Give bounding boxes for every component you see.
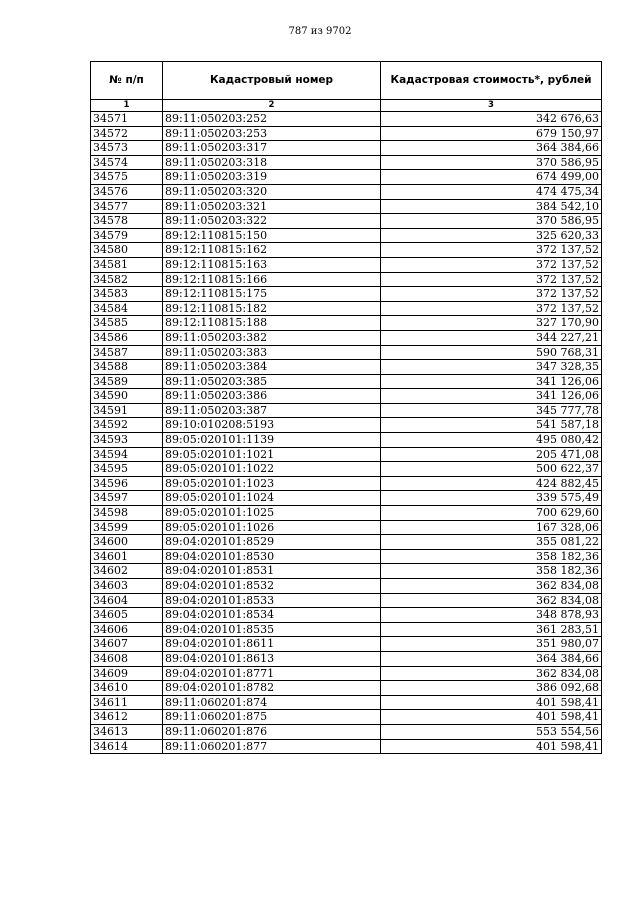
cadastral-number-cell: 89:12:110815:163	[163, 257, 381, 272]
row-number-cell: 34590	[91, 389, 163, 404]
table-row	[91, 622, 602, 637]
cadastral-value-cell: 355 081,22	[381, 535, 602, 550]
cadastral-number-cell: 89:04:020101:8535	[163, 622, 381, 637]
cadastral-value-cell: 474 475,34	[381, 184, 602, 199]
cadastral-number-cell: 89:12:110815:150	[163, 228, 381, 243]
cadastral-number-cell: 89:04:020101:8533	[163, 593, 381, 608]
cadastral-number-cell: 89:11:050203:319	[163, 170, 381, 185]
table-row	[91, 184, 602, 199]
table-row	[91, 579, 602, 594]
cadastral-value-cell: 364 384,66	[381, 141, 602, 156]
cadastral-number-cell: 89:11:050203:384	[163, 360, 381, 375]
cadastral-value-cell: 401 598,41	[381, 695, 602, 710]
row-number-cell: 34604	[91, 593, 163, 608]
row-number-cell: 34584	[91, 301, 163, 316]
row-number-cell: 34599	[91, 520, 163, 535]
row-number-cell: 34611	[91, 695, 163, 710]
table-row	[91, 433, 602, 448]
table-row	[91, 739, 602, 754]
cadastral-number-cell: 89:11:050203:318	[163, 155, 381, 170]
cadastral-number-cell: 89:11:050203:382	[163, 330, 381, 345]
cadastral-value-cell: 348 878,93	[381, 608, 602, 623]
cadastral-number-cell: 89:04:020101:8771	[163, 666, 381, 681]
column-number-row	[91, 100, 602, 112]
row-number-cell: 34579	[91, 228, 163, 243]
table-row	[91, 710, 602, 725]
table-row	[91, 155, 602, 170]
row-number-cell: 34571	[91, 112, 163, 127]
table-row	[91, 520, 602, 535]
cadastral-number-cell: 89:12:110815:188	[163, 316, 381, 331]
row-number-cell: 34596	[91, 476, 163, 491]
table-row	[91, 506, 602, 521]
header-cadastral-number: Кадастровый номер	[163, 62, 381, 100]
row-number-cell: 34602	[91, 564, 163, 579]
table-row	[91, 199, 602, 214]
column-number-2: 2	[163, 100, 381, 112]
cadastral-number-cell: 89:05:020101:1022	[163, 462, 381, 477]
cadastral-value-cell: 384 542,10	[381, 199, 602, 214]
cadastral-value-cell: 344 227,21	[381, 330, 602, 345]
table-row	[91, 681, 602, 696]
row-number-cell: 34593	[91, 433, 163, 448]
row-number-cell: 34572	[91, 126, 163, 141]
table-row	[91, 389, 602, 404]
cadastral-number-cell: 89:11:060201:874	[163, 695, 381, 710]
row-number-cell: 34600	[91, 535, 163, 550]
cadastral-number-cell: 89:11:050203:317	[163, 141, 381, 156]
cadastral-value-cell: 364 384,66	[381, 651, 602, 666]
row-number-cell: 34597	[91, 491, 163, 506]
cadastral-number-cell: 89:11:060201:876	[163, 724, 381, 739]
cadastral-number-cell: 89:04:020101:8782	[163, 681, 381, 696]
row-number-cell: 34586	[91, 330, 163, 345]
cadastral-value-cell: 362 834,08	[381, 593, 602, 608]
row-number-cell: 34580	[91, 243, 163, 258]
table-row	[91, 447, 602, 462]
cadastral-value-cell: 339 575,49	[381, 491, 602, 506]
table-row	[91, 637, 602, 652]
cadastral-number-cell: 89:05:020101:1024	[163, 491, 381, 506]
table-row	[91, 535, 602, 550]
table-row	[91, 228, 602, 243]
row-number-cell: 34583	[91, 287, 163, 302]
row-number-cell: 34587	[91, 345, 163, 360]
cadastral-value-cell: 327 170,90	[381, 316, 602, 331]
cadastral-value-cell: 167 328,06	[381, 520, 602, 535]
table-row	[91, 301, 602, 316]
table-row	[91, 549, 602, 564]
cadastral-value-cell: 372 137,52	[381, 287, 602, 302]
cadastral-number-cell: 89:05:020101:1139	[163, 433, 381, 448]
table-row	[91, 287, 602, 302]
cadastral-value-cell: 370 586,95	[381, 214, 602, 229]
row-number-cell: 34609	[91, 666, 163, 681]
row-number-cell: 34601	[91, 549, 163, 564]
cadastral-number-cell: 89:11:050203:387	[163, 403, 381, 418]
cadastral-number-cell: 89:10:010208:5193	[163, 418, 381, 433]
cadastral-number-cell: 89:11:060201:877	[163, 739, 381, 754]
cadastral-value-cell: 345 777,78	[381, 403, 602, 418]
table-row	[91, 272, 602, 287]
cadastral-value-cell: 372 137,52	[381, 301, 602, 316]
cadastral-number-cell: 89:04:020101:8530	[163, 549, 381, 564]
header-row-number: № п/п	[91, 62, 163, 100]
cadastral-value-cell: 700 629,60	[381, 506, 602, 521]
table-row	[91, 666, 602, 681]
cadastral-number-cell: 89:12:110815:166	[163, 272, 381, 287]
cadastral-number-cell: 89:11:050203:386	[163, 389, 381, 404]
cadastral-number-cell: 89:12:110815:182	[163, 301, 381, 316]
table-row	[91, 112, 602, 127]
cadastral-value-cell: 541 587,18	[381, 418, 602, 433]
row-number-cell: 34591	[91, 403, 163, 418]
row-number-cell: 34585	[91, 316, 163, 331]
cadastral-number-cell: 89:04:020101:8534	[163, 608, 381, 623]
cadastral-number-cell: 89:05:020101:1021	[163, 447, 381, 462]
table-body	[91, 112, 602, 754]
cadastral-value-cell: 341 126,06	[381, 374, 602, 389]
header-cadastral-value: Кадастровая стоимость*, рублей	[381, 62, 602, 100]
row-number-cell: 34576	[91, 184, 163, 199]
cadastral-number-cell: 89:12:110815:175	[163, 287, 381, 302]
cadastral-number-cell: 89:11:050203:322	[163, 214, 381, 229]
table-row	[91, 345, 602, 360]
cadastral-value-cell: 351 980,07	[381, 637, 602, 652]
cadastral-value-cell: 372 137,52	[381, 257, 602, 272]
cadastral-value-cell: 342 676,63	[381, 112, 602, 127]
column-number-1: 1	[91, 100, 163, 112]
row-number-cell: 34598	[91, 506, 163, 521]
row-number-cell: 34589	[91, 374, 163, 389]
cadastral-value-cell: 590 768,31	[381, 345, 602, 360]
row-number-cell: 34613	[91, 724, 163, 739]
table-row	[91, 651, 602, 666]
row-number-cell: 34594	[91, 447, 163, 462]
cadastral-number-cell: 89:04:020101:8529	[163, 535, 381, 550]
row-number-cell: 34610	[91, 681, 163, 696]
cadastral-value-cell: 401 598,41	[381, 739, 602, 754]
row-number-cell: 34595	[91, 462, 163, 477]
cadastral-number-cell: 89:04:020101:8613	[163, 651, 381, 666]
column-number-3: 3	[381, 100, 602, 112]
table-row	[91, 374, 602, 389]
row-number-cell: 34575	[91, 170, 163, 185]
cadastral-value-cell: 370 586,95	[381, 155, 602, 170]
row-number-cell: 34612	[91, 710, 163, 725]
cadastral-value-cell: 495 080,42	[381, 433, 602, 448]
table-row	[91, 476, 602, 491]
cadastral-number-cell: 89:05:020101:1023	[163, 476, 381, 491]
table-row	[91, 170, 602, 185]
cadastral-number-cell: 89:04:020101:8532	[163, 579, 381, 594]
row-number-cell: 34603	[91, 579, 163, 594]
table-row	[91, 724, 602, 739]
table-row	[91, 462, 602, 477]
cadastral-value-cell: 358 182,36	[381, 549, 602, 564]
page-number-header: 787 из 9702	[288, 26, 352, 37]
table-row	[91, 243, 602, 258]
cadastral-value-cell: 500 622,37	[381, 462, 602, 477]
row-number-cell: 34588	[91, 360, 163, 375]
cadastral-number-cell: 89:12:110815:162	[163, 243, 381, 258]
cadastral-value-cell: 679 150,97	[381, 126, 602, 141]
cadastral-value-cell: 372 137,52	[381, 243, 602, 258]
row-number-cell: 34614	[91, 739, 163, 754]
cadastral-value-table	[90, 61, 602, 754]
cadastral-number-cell: 89:11:050203:253	[163, 126, 381, 141]
row-number-cell: 34608	[91, 651, 163, 666]
cadastral-number-cell: 89:11:060201:875	[163, 710, 381, 725]
cadastral-value-cell: 325 620,33	[381, 228, 602, 243]
cadastral-value-cell: 553 554,56	[381, 724, 602, 739]
cadastral-number-cell: 89:11:050203:383	[163, 345, 381, 360]
cadastral-number-cell: 89:04:020101:8611	[163, 637, 381, 652]
table-row	[91, 316, 602, 331]
table-row	[91, 608, 602, 623]
cadastral-number-cell: 89:11:050203:252	[163, 112, 381, 127]
row-number-cell: 34573	[91, 141, 163, 156]
table-row	[91, 418, 602, 433]
cadastral-value-cell: 401 598,41	[381, 710, 602, 725]
table-row	[91, 257, 602, 272]
cadastral-number-cell: 89:05:020101:1025	[163, 506, 381, 521]
table-row	[91, 360, 602, 375]
table-row	[91, 593, 602, 608]
row-number-cell: 34578	[91, 214, 163, 229]
cadastral-number-cell: 89:11:050203:320	[163, 184, 381, 199]
row-number-cell: 34577	[91, 199, 163, 214]
table-row	[91, 695, 602, 710]
table-row	[91, 141, 602, 156]
row-number-cell: 34607	[91, 637, 163, 652]
cadastral-value-cell: 361 283,51	[381, 622, 602, 637]
cadastral-value-cell: 372 137,52	[381, 272, 602, 287]
cadastral-number-cell: 89:11:050203:385	[163, 374, 381, 389]
table-row	[91, 126, 602, 141]
row-number-cell: 34592	[91, 418, 163, 433]
cadastral-value-cell: 362 834,08	[381, 666, 602, 681]
cadastral-number-cell: 89:05:020101:1026	[163, 520, 381, 535]
cadastral-value-cell: 362 834,08	[381, 579, 602, 594]
row-number-cell: 34582	[91, 272, 163, 287]
cadastral-value-cell: 205 471,08	[381, 447, 602, 462]
cadastral-number-cell: 89:11:050203:321	[163, 199, 381, 214]
row-number-cell: 34606	[91, 622, 163, 637]
table-row	[91, 403, 602, 418]
row-number-cell: 34581	[91, 257, 163, 272]
table-row	[91, 330, 602, 345]
cadastral-value-cell: 386 092,68	[381, 681, 602, 696]
table-row	[91, 491, 602, 506]
table-row	[91, 214, 602, 229]
cadastral-value-cell: 358 182,36	[381, 564, 602, 579]
row-number-cell: 34574	[91, 155, 163, 170]
cadastral-value-cell: 347 328,35	[381, 360, 602, 375]
cadastral-number-cell: 89:04:020101:8531	[163, 564, 381, 579]
table-header-row	[91, 62, 602, 100]
cadastral-value-cell: 341 126,06	[381, 389, 602, 404]
row-number-cell: 34605	[91, 608, 163, 623]
table-row	[91, 564, 602, 579]
cadastral-value-cell: 674 499,00	[381, 170, 602, 185]
cadastral-value-cell: 424 882,45	[381, 476, 602, 491]
